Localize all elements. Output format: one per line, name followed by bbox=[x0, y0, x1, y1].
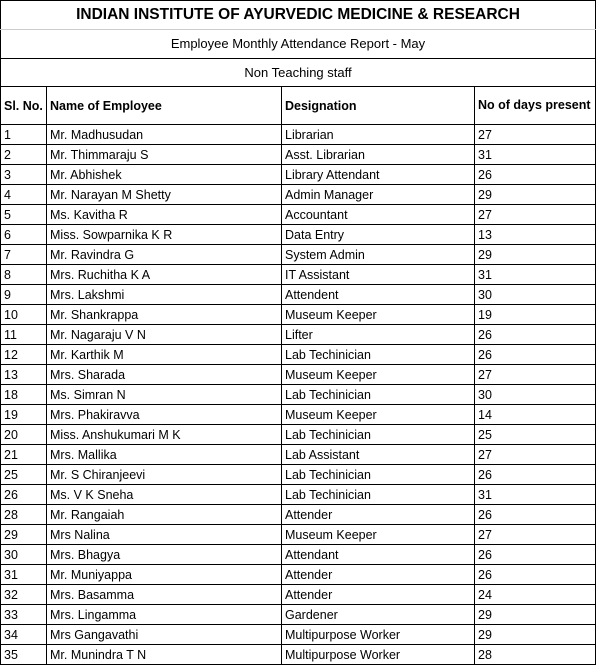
section-label: Non Teaching staff bbox=[1, 59, 596, 87]
column-header-days-present: No of days present bbox=[475, 87, 596, 125]
cell-sl-no: 3 bbox=[1, 165, 47, 185]
cell-designation: Attendant bbox=[282, 545, 475, 565]
cell-days-present: 26 bbox=[475, 165, 596, 185]
cell-employee-name: Miss. Sowparnika K R bbox=[47, 225, 282, 245]
cell-designation: Museum Keeper bbox=[282, 365, 475, 385]
cell-sl-no: 32 bbox=[1, 585, 47, 605]
cell-designation: System Admin bbox=[282, 245, 475, 265]
cell-employee-name: Mr. S Chiranjeevi bbox=[47, 465, 282, 485]
cell-employee-name: Mr. Munindra T N bbox=[47, 645, 282, 665]
cell-sl-no: 8 bbox=[1, 265, 47, 285]
cell-employee-name: Mrs. Lakshmi bbox=[47, 285, 282, 305]
table-row bbox=[1, 145, 596, 165]
cell-days-present: 26 bbox=[475, 505, 596, 525]
table-body bbox=[1, 125, 596, 665]
cell-sl-no: 34 bbox=[1, 625, 47, 645]
cell-days-present: 30 bbox=[475, 385, 596, 405]
column-header-sl-no: Sl. No. bbox=[1, 87, 47, 125]
table-row bbox=[1, 365, 596, 385]
column-header-name: Name of Employee bbox=[47, 87, 282, 125]
title-row bbox=[1, 1, 596, 30]
cell-employee-name: Mrs. Bhagya bbox=[47, 545, 282, 565]
cell-employee-name: Mrs Nalina bbox=[47, 525, 282, 545]
cell-employee-name: Mr. Shankrappa bbox=[47, 305, 282, 325]
cell-days-present: 28 bbox=[475, 645, 596, 665]
cell-designation: Gardener bbox=[282, 605, 475, 625]
cell-designation: Lab Techinician bbox=[282, 425, 475, 445]
cell-employee-name: Mr. Thimmaraju S bbox=[47, 145, 282, 165]
cell-sl-no: 7 bbox=[1, 245, 47, 265]
cell-designation: Attendent bbox=[282, 285, 475, 305]
cell-sl-no: 21 bbox=[1, 445, 47, 465]
cell-days-present: 26 bbox=[475, 325, 596, 345]
cell-days-present: 31 bbox=[475, 145, 596, 165]
cell-days-present: 27 bbox=[475, 525, 596, 545]
table-row bbox=[1, 485, 596, 505]
subtitle-row bbox=[1, 30, 596, 59]
cell-sl-no: 29 bbox=[1, 525, 47, 545]
table-row bbox=[1, 305, 596, 325]
cell-sl-no: 10 bbox=[1, 305, 47, 325]
cell-designation: Lab Techinician bbox=[282, 485, 475, 505]
cell-designation: IT Assistant bbox=[282, 265, 475, 285]
table-row bbox=[1, 265, 596, 285]
cell-sl-no: 2 bbox=[1, 145, 47, 165]
table-row bbox=[1, 165, 596, 185]
cell-employee-name: Mrs Gangavathi bbox=[47, 625, 282, 645]
table-row bbox=[1, 125, 596, 145]
table-row bbox=[1, 605, 596, 625]
column-header-designation: Designation bbox=[282, 87, 475, 125]
cell-employee-name: Mr. Nagaraju V N bbox=[47, 325, 282, 345]
cell-days-present: 27 bbox=[475, 365, 596, 385]
cell-designation: Accountant bbox=[282, 205, 475, 225]
table-row bbox=[1, 225, 596, 245]
cell-designation: Attender bbox=[282, 585, 475, 605]
cell-sl-no: 35 bbox=[1, 645, 47, 665]
table-row bbox=[1, 545, 596, 565]
cell-days-present: 14 bbox=[475, 405, 596, 425]
cell-employee-name: Mr. Muniyappa bbox=[47, 565, 282, 585]
cell-sl-no: 31 bbox=[1, 565, 47, 585]
table-row bbox=[1, 505, 596, 525]
cell-sl-no: 12 bbox=[1, 345, 47, 365]
table-row bbox=[1, 625, 596, 645]
cell-days-present: 26 bbox=[475, 545, 596, 565]
cell-days-present: 31 bbox=[475, 485, 596, 505]
cell-designation: Museum Keeper bbox=[282, 305, 475, 325]
cell-employee-name: Mr. Abhishek bbox=[47, 165, 282, 185]
cell-employee-name: Miss. Anshukumari M K bbox=[47, 425, 282, 445]
table-row bbox=[1, 565, 596, 585]
cell-employee-name: Mrs. Phakiravva bbox=[47, 405, 282, 425]
cell-days-present: 27 bbox=[475, 205, 596, 225]
cell-days-present: 29 bbox=[475, 605, 596, 625]
cell-days-present: 13 bbox=[475, 225, 596, 245]
cell-employee-name: Ms. V K Sneha bbox=[47, 485, 282, 505]
report-subtitle: Employee Monthly Attendance Report - May bbox=[1, 30, 596, 59]
table-row bbox=[1, 405, 596, 425]
cell-designation: Lifter bbox=[282, 325, 475, 345]
cell-designation: Multipurpose Worker bbox=[282, 645, 475, 665]
column-header-row bbox=[1, 87, 596, 125]
table-row bbox=[1, 425, 596, 445]
cell-designation: Lab Techinician bbox=[282, 465, 475, 485]
table-row bbox=[1, 465, 596, 485]
cell-days-present: 27 bbox=[475, 125, 596, 145]
cell-designation: Asst. Librarian bbox=[282, 145, 475, 165]
table-row bbox=[1, 385, 596, 405]
cell-sl-no: 20 bbox=[1, 425, 47, 445]
table-row bbox=[1, 345, 596, 365]
report-title: INDIAN INSTITUTE OF AYURVEDIC MEDICINE & RESEARCH bbox=[1, 1, 596, 30]
cell-employee-name: Ms. Simran N bbox=[47, 385, 282, 405]
cell-designation: Library Attendant bbox=[282, 165, 475, 185]
cell-designation: Lab Techinician bbox=[282, 345, 475, 365]
cell-designation: Museum Keeper bbox=[282, 525, 475, 545]
table-row bbox=[1, 445, 596, 465]
cell-employee-name: Mrs. Basamma bbox=[47, 585, 282, 605]
cell-days-present: 25 bbox=[475, 425, 596, 445]
cell-employee-name: Mr. Karthik M bbox=[47, 345, 282, 365]
cell-days-present: 27 bbox=[475, 445, 596, 465]
cell-employee-name: Mrs. Sharada bbox=[47, 365, 282, 385]
cell-days-present: 30 bbox=[475, 285, 596, 305]
cell-sl-no: 4 bbox=[1, 185, 47, 205]
cell-sl-no: 19 bbox=[1, 405, 47, 425]
cell-employee-name: Mr. Narayan M Shetty bbox=[47, 185, 282, 205]
cell-sl-no: 11 bbox=[1, 325, 47, 345]
cell-sl-no: 6 bbox=[1, 225, 47, 245]
cell-designation: Lab Assistant bbox=[282, 445, 475, 465]
cell-employee-name: Mr. Madhusudan bbox=[47, 125, 282, 145]
cell-days-present: 24 bbox=[475, 585, 596, 605]
table-row bbox=[1, 645, 596, 665]
cell-days-present: 26 bbox=[475, 465, 596, 485]
cell-sl-no: 5 bbox=[1, 205, 47, 225]
cell-days-present: 31 bbox=[475, 265, 596, 285]
cell-sl-no: 13 bbox=[1, 365, 47, 385]
cell-days-present: 29 bbox=[475, 245, 596, 265]
cell-days-present: 29 bbox=[475, 625, 596, 645]
cell-designation: Librarian bbox=[282, 125, 475, 145]
cell-designation: Data Entry bbox=[282, 225, 475, 245]
cell-employee-name: Ms. Kavitha R bbox=[47, 205, 282, 225]
cell-sl-no: 1 bbox=[1, 125, 47, 145]
section-row bbox=[1, 59, 596, 87]
cell-employee-name: Mrs. Lingamma bbox=[47, 605, 282, 625]
table-row bbox=[1, 245, 596, 265]
cell-sl-no: 25 bbox=[1, 465, 47, 485]
cell-designation: Admin Manager bbox=[282, 185, 475, 205]
cell-sl-no: 33 bbox=[1, 605, 47, 625]
table-row bbox=[1, 585, 596, 605]
table-row bbox=[1, 205, 596, 225]
cell-designation: Museum Keeper bbox=[282, 405, 475, 425]
cell-sl-no: 9 bbox=[1, 285, 47, 305]
cell-designation: Lab Techinician bbox=[282, 385, 475, 405]
cell-days-present: 29 bbox=[475, 185, 596, 205]
cell-days-present: 26 bbox=[475, 345, 596, 365]
table-row bbox=[1, 525, 596, 545]
cell-sl-no: 30 bbox=[1, 545, 47, 565]
cell-employee-name: Mrs. Mallika bbox=[47, 445, 282, 465]
table-row bbox=[1, 285, 596, 305]
cell-sl-no: 18 bbox=[1, 385, 47, 405]
cell-employee-name: Mr. Ravindra G bbox=[47, 245, 282, 265]
cell-days-present: 26 bbox=[475, 565, 596, 585]
cell-designation: Attender bbox=[282, 505, 475, 525]
table-row bbox=[1, 325, 596, 345]
cell-days-present: 19 bbox=[475, 305, 596, 325]
cell-sl-no: 26 bbox=[1, 485, 47, 505]
cell-sl-no: 28 bbox=[1, 505, 47, 525]
cell-designation: Attender bbox=[282, 565, 475, 585]
cell-employee-name: Mrs. Ruchitha K A bbox=[47, 265, 282, 285]
table-row bbox=[1, 185, 596, 205]
cell-employee-name: Mr. Rangaiah bbox=[47, 505, 282, 525]
cell-designation: Multipurpose Worker bbox=[282, 625, 475, 645]
